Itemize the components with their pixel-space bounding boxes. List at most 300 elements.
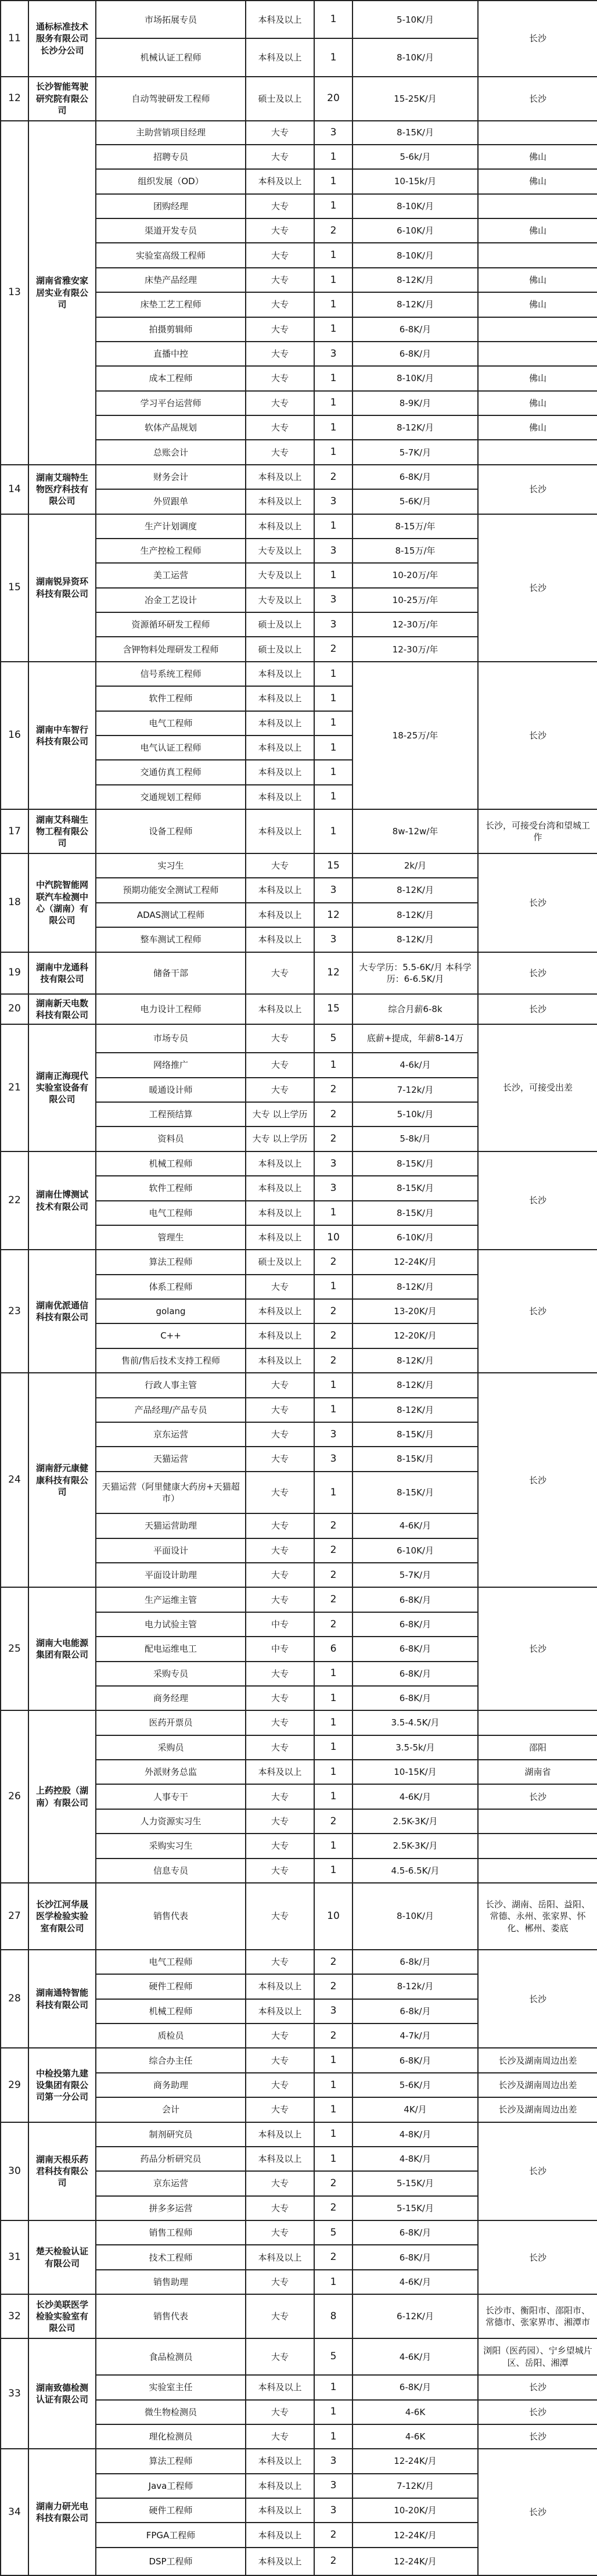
- position-cell: 信息专员: [96, 1859, 246, 1883]
- salary-cell: 7-12k/月: [353, 1078, 478, 1102]
- salary-cell: 5-6K/月: [353, 489, 478, 514]
- location-cell: 长沙: [478, 1587, 597, 1710]
- salary-cell: 12-30万/年: [353, 637, 478, 661]
- education-cell: 本科及以上: [246, 760, 314, 784]
- education-cell: 大专: [246, 1078, 314, 1102]
- salary-cell: 6-12K/月: [353, 2294, 478, 2338]
- salary-cell: 10-20K/月: [353, 2498, 478, 2523]
- group-number: 33: [1, 2338, 28, 2449]
- table-row: [1, 1250, 597, 1274]
- position-cell: 硬件工程师: [96, 2498, 246, 2523]
- table-row: [1, 1950, 597, 1974]
- location-cell: 长沙: [478, 1, 597, 77]
- salary-cell: 4-6K/月: [353, 2270, 478, 2294]
- location-cell: 长沙: [478, 2220, 597, 2294]
- headcount-cell: 8: [314, 2294, 353, 2338]
- salary-cell: 10-20万/年: [353, 563, 478, 587]
- salary-cell: 8-12K/月: [353, 415, 478, 440]
- headcount-cell: 3: [314, 878, 353, 902]
- position-cell: 电气工程师: [96, 1950, 246, 1974]
- company-name: 湖南锐异资环科技有限公司: [28, 514, 96, 662]
- education-cell: 本科及以上: [246, 2449, 314, 2473]
- headcount-cell: 1: [314, 1662, 353, 1686]
- location-cell: 佛山: [478, 169, 597, 193]
- location-cell: [478, 194, 597, 218]
- headcount-cell: 1: [314, 243, 353, 267]
- salary-cell: 8-12K/月: [353, 1373, 478, 1397]
- location-cell: 长沙: [478, 2449, 597, 2575]
- education-cell: 大专: [246, 317, 314, 342]
- salary-cell: 6-10K/月: [353, 218, 478, 243]
- salary-cell: 8-12K/月: [353, 1348, 478, 1373]
- salary-cell: 8-15K/月: [353, 1176, 478, 1200]
- group-number: 20: [1, 994, 28, 1024]
- salary-cell: 8-12K/月: [353, 927, 478, 952]
- position-cell: C++: [96, 1323, 246, 1348]
- headcount-cell: 12: [314, 903, 353, 927]
- salary-cell: 8-12K/月: [353, 1275, 478, 1299]
- salary-cell: 5-7K/月: [353, 1563, 478, 1587]
- group-number: 27: [1, 1883, 28, 1950]
- company-name: 长沙江河华晟医学检验实验室有限公司: [28, 1883, 96, 1950]
- education-cell: 本科及以上: [246, 2245, 314, 2269]
- education-cell: 大专: [246, 1710, 314, 1735]
- salary-cell: 6-8K/月: [353, 2048, 478, 2072]
- position-cell: 预期功能安全测试工程师: [96, 878, 246, 902]
- company-name: 中汽院智能网联汽车检测中心（湖南）有限公司: [28, 853, 96, 952]
- headcount-cell: 1: [314, 1398, 353, 1422]
- education-cell: 大专: [246, 1373, 314, 1397]
- location-cell: 长沙: [478, 465, 597, 514]
- table-row: [1, 2338, 597, 2375]
- headcount-cell: 2: [314, 1809, 353, 1834]
- location-cell: 长沙及湖南周边出差: [478, 2048, 597, 2072]
- salary-cell: 8-12k/月: [353, 1974, 478, 1999]
- salary-cell: 4-6K/月: [353, 1513, 478, 1538]
- group-number: 15: [1, 514, 28, 662]
- position-cell: 采购专员: [96, 1662, 246, 1686]
- salary-cell: 8-10K/月: [353, 1883, 478, 1950]
- location-cell: 佛山: [478, 415, 597, 440]
- salary-cell: 8-15K/月: [353, 1201, 478, 1225]
- education-cell: 本科及以上: [246, 1974, 314, 1999]
- headcount-cell: 1: [314, 1735, 353, 1760]
- education-cell: 大专: [246, 2171, 314, 2195]
- position-cell: 医药开票员: [96, 1710, 246, 1735]
- headcount-cell: 2: [314, 1513, 353, 1538]
- education-cell: 大专: [246, 243, 314, 267]
- location-cell: 长沙: [478, 514, 597, 662]
- location-cell: 长沙: [478, 952, 597, 995]
- education-cell: 本科及以上: [246, 903, 314, 927]
- education-cell: 本科及以上: [246, 465, 314, 489]
- education-cell: 本科及以上: [246, 2548, 314, 2575]
- position-cell: 资料员: [96, 1126, 246, 1151]
- education-cell: 本科及以上: [246, 514, 314, 539]
- position-cell: 渠道开发专员: [96, 218, 246, 243]
- salary-cell: 底薪+提成，年薪8-14万: [353, 1024, 478, 1053]
- salary-cell: 6-8K/月: [353, 2220, 478, 2245]
- education-cell: 大专: [246, 218, 314, 243]
- location-cell: 长沙及湖南周边出差: [478, 2097, 597, 2122]
- education-cell: 大专: [246, 1859, 314, 1883]
- location-cell: 长沙、湖南、岳阳、益阳、常德、永州、张家界、怀化、郴州、娄底: [478, 1883, 597, 1950]
- headcount-cell: 1: [314, 145, 353, 169]
- position-cell: 信号系统工程师: [96, 662, 246, 686]
- salary-cell: 6-10K/月: [353, 1538, 478, 1563]
- education-cell: 大专: [246, 1513, 314, 1538]
- position-cell: 网络推广: [96, 1053, 246, 1077]
- salary-cell: 8-12K/月: [353, 268, 478, 292]
- headcount-cell: 1: [314, 194, 353, 218]
- headcount-cell: 2: [314, 218, 353, 243]
- education-cell: 大专: [246, 1686, 314, 1710]
- headcount-cell: 1: [314, 1053, 353, 1077]
- education-cell: 中专: [246, 1637, 314, 1661]
- headcount-cell: 1: [314, 736, 353, 760]
- education-cell: 本科及以上: [246, 2498, 314, 2523]
- education-cell: 大专: [246, 1563, 314, 1587]
- salary-cell: 15-25K/月: [353, 77, 478, 121]
- education-cell: 大专: [246, 145, 314, 169]
- location-cell: 佛山: [478, 292, 597, 317]
- position-cell: 自动驾驶研发工程师: [96, 77, 246, 121]
- education-cell: 本科及以上: [246, 1, 314, 38]
- position-cell: 设备工程师: [96, 809, 246, 853]
- position-cell: 销售代表: [96, 1883, 246, 1950]
- headcount-cell: 1: [314, 2073, 353, 2097]
- salary-cell: 8-12K/月: [353, 878, 478, 902]
- headcount-cell: 2: [314, 2171, 353, 2195]
- headcount-cell: 3: [314, 1999, 353, 2024]
- company-name: 湖南省雅安家居实业有限公司: [28, 121, 96, 465]
- education-cell: 大专: [246, 1883, 314, 1950]
- headcount-cell: 1: [314, 2270, 353, 2294]
- education-cell: 本科及以上: [246, 1348, 314, 1373]
- table-row: [1, 662, 597, 686]
- table-row: [1, 77, 597, 121]
- salary-cell: 12-20K/月: [353, 1323, 478, 1348]
- group-number: 16: [1, 662, 28, 809]
- headcount-cell: 3: [314, 2498, 353, 2523]
- table-row: [1, 1883, 597, 1950]
- education-cell: 本科及以上: [246, 736, 314, 760]
- position-cell: 主助营销项目经理: [96, 121, 246, 145]
- education-cell: 大专: [246, 2424, 314, 2449]
- position-cell: 配电运维电工: [96, 1637, 246, 1661]
- education-cell: 硕士及以上: [246, 612, 314, 637]
- education-cell: 大专: [246, 952, 314, 995]
- headcount-cell: 1: [314, 366, 353, 390]
- education-cell: 大专: [246, 1662, 314, 1686]
- salary-cell: 7-12K/月: [353, 2474, 478, 2498]
- education-cell: 大专: [246, 1950, 314, 1974]
- education-cell: 大专: [246, 1809, 314, 1834]
- salary-cell: 4-8K/月: [353, 2122, 478, 2147]
- headcount-cell: 2: [314, 1348, 353, 1373]
- headcount-cell: 1: [314, 2400, 353, 2424]
- location-cell: 长沙市、衡阳市、邵阳市、常德市、张家界市、湘潭市: [478, 2294, 597, 2338]
- salary-cell: 4-6K/月: [353, 1784, 478, 1809]
- salary-cell: 4K/月: [353, 2097, 478, 2122]
- position-cell: 冶金工艺设计: [96, 588, 246, 612]
- headcount-cell: 2: [314, 1126, 353, 1151]
- salary-cell: 8-15K/月: [353, 1472, 478, 1514]
- headcount-cell: 2: [314, 2024, 353, 2048]
- position-cell: DSP工程师: [96, 2548, 246, 2575]
- table-row: [1, 1151, 597, 1176]
- salary-cell: 5-10k/月: [353, 1102, 478, 1126]
- position-cell: 财务会计: [96, 465, 246, 489]
- position-cell: 电气认证工程师: [96, 736, 246, 760]
- position-cell: 机械认证工程师: [96, 38, 246, 76]
- salary-cell: 5-10K/月: [353, 1, 478, 38]
- table-row: [1, 121, 597, 145]
- education-cell: 大专: [246, 1834, 314, 1858]
- headcount-cell: 1: [314, 662, 353, 686]
- position-cell: 市场专员: [96, 1024, 246, 1053]
- headcount-cell: 3: [314, 927, 353, 952]
- position-cell: 天猫运营（阿里健康大药房+天猫超市）: [96, 1472, 246, 1514]
- group-number: 18: [1, 853, 28, 952]
- location-cell: [478, 243, 597, 267]
- company-name: 上药控股（湖南）有限公司: [28, 1710, 96, 1883]
- headcount-cell: 1: [314, 1686, 353, 1710]
- position-cell: 美工运营: [96, 563, 246, 587]
- location-cell: 湖南省: [478, 1760, 597, 1784]
- company-name: 湖南正海现代实验室设备有限公司: [28, 1024, 96, 1151]
- position-cell: 硬件工程师: [96, 1974, 246, 1999]
- salary-cell: 3.5-5k/月: [353, 1735, 478, 1760]
- education-cell: 本科及以上: [246, 2523, 314, 2547]
- headcount-cell: 2: [314, 1250, 353, 1274]
- headcount-cell: 5: [314, 2338, 353, 2375]
- salary-cell: 10-25万/年: [353, 588, 478, 612]
- location-cell: 长沙: [478, 77, 597, 121]
- company-name: 湖南艾瑞特生物医疗科技有限公司: [28, 465, 96, 514]
- headcount-cell: 2: [314, 2548, 353, 2575]
- location-cell: 长沙: [478, 662, 597, 809]
- location-cell: [478, 121, 597, 145]
- position-cell: 机械工程师: [96, 1151, 246, 1176]
- table-row: [1, 994, 597, 1024]
- table-row: [1, 1, 597, 38]
- salary-cell: 8-12K/月: [353, 903, 478, 927]
- education-cell: 大专 以上学历: [246, 1126, 314, 1151]
- education-cell: 本科及以上: [246, 2147, 314, 2171]
- company-name: 湖南新天电数科技有限公司: [28, 994, 96, 1024]
- position-cell: 生产控检工程师: [96, 539, 246, 563]
- headcount-cell: 1: [314, 2048, 353, 2072]
- company-name: 中检投第九建设集团有限公司第一分公司: [28, 2048, 96, 2122]
- group-number: 22: [1, 1151, 28, 1250]
- education-cell: 大专: [246, 2048, 314, 2072]
- education-cell: 大专: [246, 1422, 314, 1447]
- education-cell: 大专: [246, 194, 314, 218]
- location-cell: 长沙: [478, 2400, 597, 2424]
- education-cell: 本科及以上: [246, 489, 314, 514]
- headcount-cell: 3: [314, 1422, 353, 1447]
- headcount-cell: 1: [314, 1275, 353, 1299]
- company-name: 湖南力研光电科技有限公司: [28, 2449, 96, 2575]
- location-cell: 长沙: [478, 2122, 597, 2221]
- company-name: 湖南仕博测试技术有限公司: [28, 1151, 96, 1250]
- position-cell: 交通规划工程师: [96, 785, 246, 809]
- table-row: [1, 2294, 597, 2338]
- education-cell: 大专: [246, 1538, 314, 1563]
- salary-cell: 5-7K/月: [353, 440, 478, 464]
- headcount-cell: 1: [314, 391, 353, 415]
- headcount-cell: 1: [314, 292, 353, 317]
- position-cell: 电气工程师: [96, 1201, 246, 1225]
- location-cell: 长沙，可接受台湾和望城工作: [478, 809, 597, 853]
- table-row: [1, 1710, 597, 1735]
- headcount-cell: 2: [314, 1950, 353, 1974]
- position-cell: 体系工程师: [96, 1275, 246, 1299]
- education-cell: 本科及以上: [246, 711, 314, 736]
- salary-cell: 6-8K/月: [353, 465, 478, 489]
- headcount-cell: 2: [314, 637, 353, 661]
- headcount-cell: 3: [314, 2474, 353, 2498]
- education-cell: 大专: [246, 342, 314, 366]
- education-cell: 大专: [246, 366, 314, 390]
- headcount-cell: 1: [314, 1760, 353, 1784]
- education-cell: 本科及以上: [246, 1299, 314, 1323]
- salary-cell: 13-20K/月: [353, 1299, 478, 1323]
- position-cell: 团购经理: [96, 194, 246, 218]
- location-cell: 长沙: [478, 853, 597, 952]
- salary-cell: 6-8K/月: [353, 2375, 478, 2399]
- group-number: 19: [1, 952, 28, 995]
- position-cell: 招聘专员: [96, 145, 246, 169]
- headcount-cell: 1: [314, 809, 353, 853]
- headcount-cell: 3: [314, 1447, 353, 1471]
- location-cell: [478, 317, 597, 342]
- location-cell: [478, 1710, 597, 1735]
- headcount-cell: 2: [314, 2245, 353, 2269]
- education-cell: 大专: [246, 1053, 314, 1077]
- education-cell: 大专: [246, 1398, 314, 1422]
- headcount-cell: 1: [314, 415, 353, 440]
- headcount-cell: 3: [314, 612, 353, 637]
- headcount-cell: 1: [314, 1710, 353, 1735]
- position-cell: 天猫运营助理: [96, 1513, 246, 1538]
- headcount-cell: 15: [314, 994, 353, 1024]
- table-row: [1, 1587, 597, 1612]
- education-cell: 硕士及以上: [246, 1250, 314, 1274]
- company-name: 长沙美联医学检验实验室有限公司: [28, 2294, 96, 2338]
- location-cell: 长沙: [478, 994, 597, 1024]
- headcount-cell: 2: [314, 1299, 353, 1323]
- location-cell: [478, 1809, 597, 1834]
- salary-cell: 5-6K/月: [353, 2073, 478, 2097]
- education-cell: 本科及以上: [246, 686, 314, 711]
- headcount-cell: 1: [314, 440, 353, 464]
- salary-cell: 5-8k/月: [353, 1126, 478, 1151]
- education-cell: 本科及以上: [246, 809, 314, 853]
- location-cell: 佛山: [478, 218, 597, 243]
- position-cell: 商务助理: [96, 2073, 246, 2097]
- education-cell: 本科及以上: [246, 1176, 314, 1200]
- position-cell: 实验室主任: [96, 2375, 246, 2399]
- position-cell: 组织发展（OD）: [96, 169, 246, 193]
- headcount-cell: 10: [314, 1225, 353, 1250]
- salary-cell: 6-10K/月: [353, 1225, 478, 1250]
- headcount-cell: 1: [314, 1834, 353, 1858]
- education-cell: 本科及以上: [246, 994, 314, 1024]
- education-cell: 大专: [246, 2220, 314, 2245]
- group-number: 13: [1, 121, 28, 465]
- salary-cell: 8-10K/月: [353, 38, 478, 76]
- education-cell: 本科及以上: [246, 785, 314, 809]
- salary-cell: 12-24K/月: [353, 2449, 478, 2473]
- salary-cell: 8-10K/月: [353, 194, 478, 218]
- group-number: 24: [1, 1373, 28, 1587]
- salary-cell: 4.5-6.5K/月: [353, 1859, 478, 1883]
- group-number: 32: [1, 2294, 28, 2338]
- position-cell: 电力设计工程师: [96, 994, 246, 1024]
- salary-cell: 4-6K: [353, 2400, 478, 2424]
- headcount-cell: 15: [314, 853, 353, 878]
- education-cell: 硕士及以上: [246, 637, 314, 661]
- headcount-cell: 3: [314, 539, 353, 563]
- salary-cell: 6-8K/月: [353, 2245, 478, 2269]
- education-cell: 本科及以上: [246, 169, 314, 193]
- education-cell: 大专: [246, 853, 314, 878]
- salary-cell: 8-9K/月: [353, 391, 478, 415]
- education-cell: 大专及以上: [246, 563, 314, 587]
- position-cell: 学习平台运营师: [96, 391, 246, 415]
- headcount-cell: 1: [314, 711, 353, 736]
- education-cell: 本科及以上: [246, 878, 314, 902]
- position-cell: 会计: [96, 2097, 246, 2122]
- location-cell: 长沙: [478, 1373, 597, 1587]
- position-cell: 综合办主任: [96, 2048, 246, 2072]
- group-number: 12: [1, 77, 28, 121]
- location-cell: 长沙: [478, 1250, 597, 1373]
- position-cell: 销售代表: [96, 2294, 246, 2338]
- headcount-cell: 1: [314, 1859, 353, 1883]
- education-cell: 本科及以上: [246, 1323, 314, 1348]
- position-cell: 实验室高级工程师: [96, 243, 246, 267]
- location-cell: 长沙，可接受出差: [478, 1024, 597, 1151]
- company-name: 湖南大电能源集团有限公司: [28, 1587, 96, 1710]
- position-cell: 软件工程师: [96, 1176, 246, 1200]
- position-cell: golang: [96, 1299, 246, 1323]
- salary-cell: 2.5K-3K/月: [353, 1834, 478, 1858]
- salary-cell: 5-15K/月: [353, 2196, 478, 2220]
- salary-cell: 6-8K/月: [353, 1686, 478, 1710]
- headcount-cell: 2: [314, 1563, 353, 1587]
- company-name: 湖南舒元康健康科技有限公司: [28, 1373, 96, 1587]
- headcount-cell: 6: [314, 1637, 353, 1661]
- education-cell: 大专: [246, 268, 314, 292]
- position-cell: 床垫工艺工程师: [96, 292, 246, 317]
- headcount-cell: 2: [314, 1078, 353, 1102]
- education-cell: 大专: [246, 2097, 314, 2122]
- headcount-cell: 2: [314, 1323, 353, 1348]
- position-cell: 人事专干: [96, 1784, 246, 1809]
- position-cell: 电力试验主管: [96, 1612, 246, 1637]
- headcount-cell: 1: [314, 1201, 353, 1225]
- headcount-cell: 1: [314, 169, 353, 193]
- salary-cell: 综合月薪6-8k: [353, 994, 478, 1024]
- position-cell: 软件工程师: [96, 686, 246, 711]
- position-cell: 质检员: [96, 2024, 246, 2048]
- headcount-cell: 2: [314, 1587, 353, 1612]
- salary-cell: 18-25万/年: [353, 662, 478, 809]
- salary-cell: 12-24K/月: [353, 2548, 478, 2575]
